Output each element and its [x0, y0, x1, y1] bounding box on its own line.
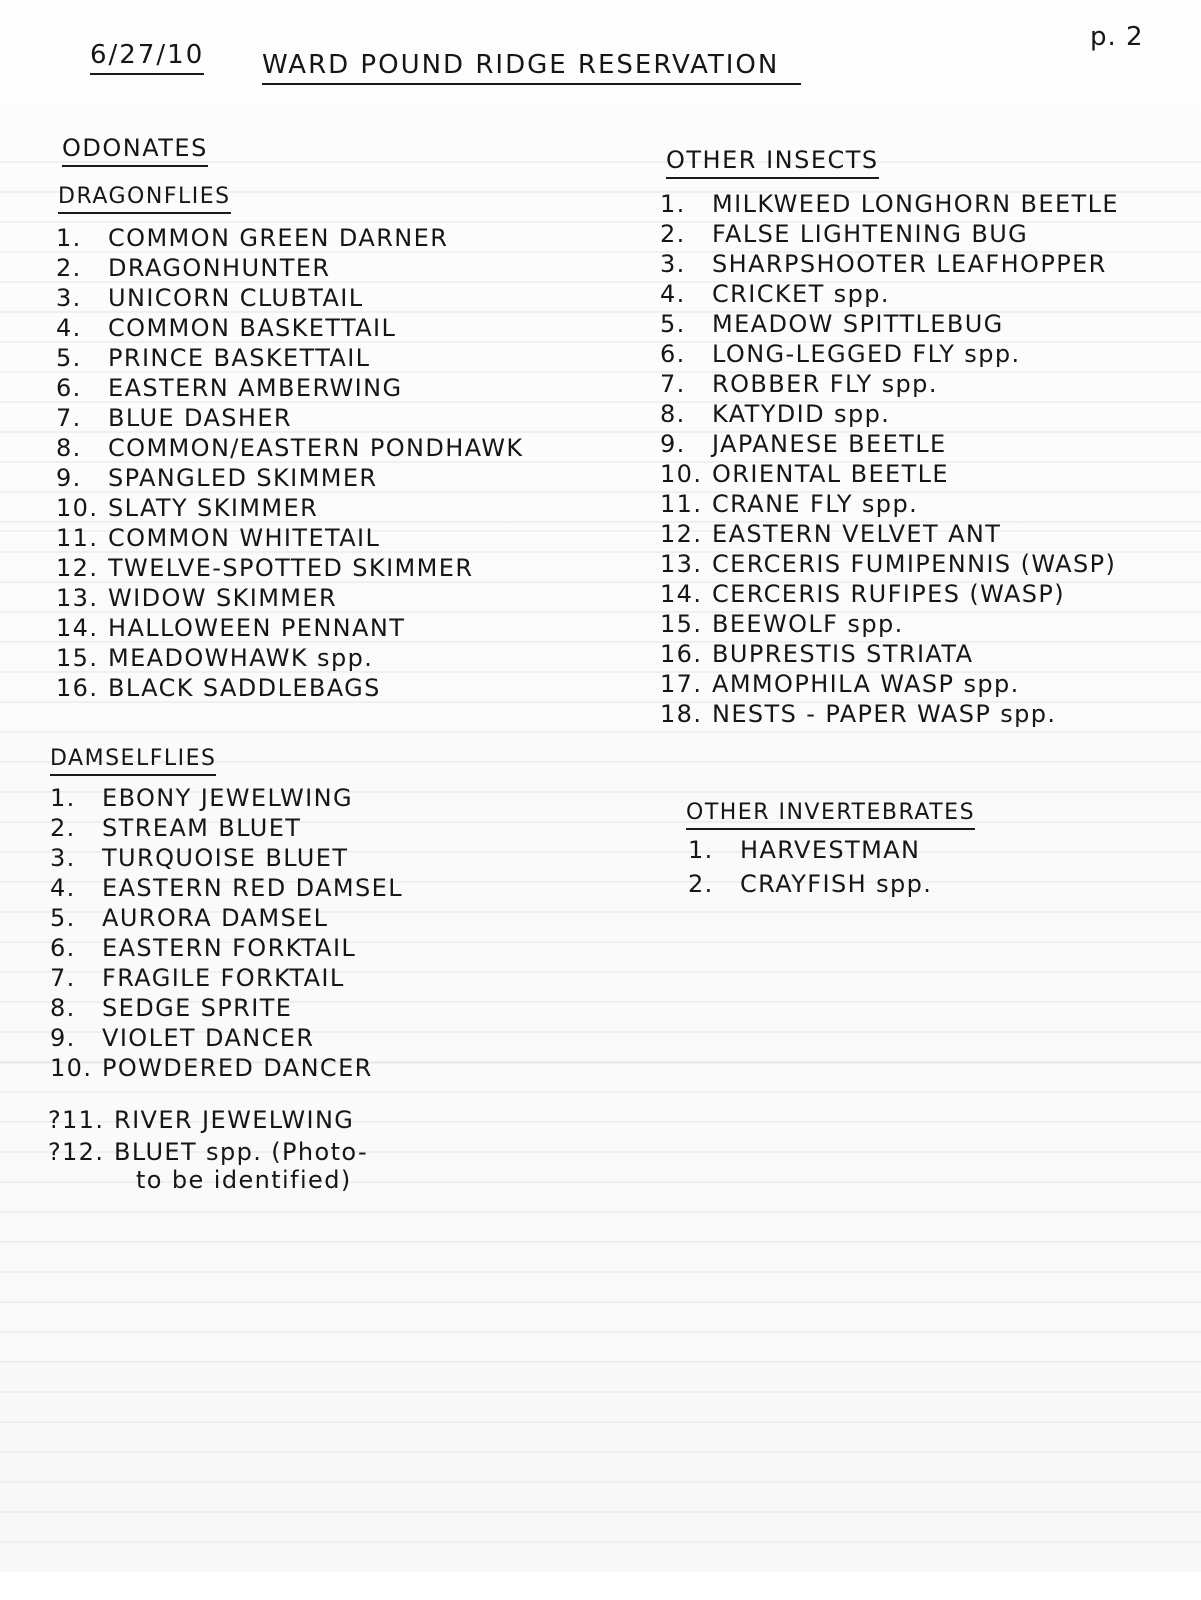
item-text [712, 190, 1119, 218]
item-text [108, 494, 318, 522]
list-item [56, 404, 524, 434]
header-title: WARD POUND RIDGE RESERVATION [262, 50, 801, 85]
uncertain-damselfly-list [48, 1106, 369, 1194]
item-text-line: POWDERED DANCER [102, 1054, 373, 1082]
item-text [114, 1106, 354, 1134]
list-item [50, 874, 403, 904]
item-text [740, 836, 920, 864]
list-item [660, 220, 1119, 250]
item-text-line: CERCERIS FUMIPENNIS (WASP) [712, 550, 1117, 578]
item-text [108, 254, 331, 282]
item-text [108, 224, 448, 252]
item-text-line: COMMON/EASTERN PONDHAWK [108, 434, 524, 462]
list-item [56, 344, 524, 374]
item-text [102, 904, 328, 932]
item-number: 15. [56, 644, 99, 672]
list-item [660, 520, 1119, 550]
item-text [108, 464, 378, 492]
item-text-line: HARVESTMAN [740, 836, 921, 864]
item-text-line: MILKWEED LONGHORN BEETLE [712, 190, 1119, 218]
list-item [660, 460, 1119, 490]
list-item [660, 190, 1119, 220]
item-text-line: BUPRESTIS STRIATA [712, 640, 974, 668]
item-number: 8. [50, 994, 76, 1022]
page-number: p. 2 [1090, 22, 1144, 52]
item-text-line: EBONY JEWELWING [102, 784, 354, 812]
list-item [50, 964, 403, 994]
item-text-line: STREAM BLUET [102, 814, 302, 842]
item-number: 6. [660, 340, 686, 368]
item-number: 10. [660, 460, 703, 488]
list-item [50, 904, 403, 934]
item-text [108, 524, 380, 552]
item-number: 6. [50, 934, 76, 962]
item-text-line: ROBBER FLY spp. [712, 370, 938, 398]
item-text-line: RIVER JEWELWING [114, 1106, 355, 1134]
list-item [50, 844, 403, 874]
item-text-continuation: to be identified) [136, 1166, 352, 1194]
item-number: 5. [660, 310, 686, 338]
item-number: 5. [56, 344, 82, 372]
list-item [688, 870, 932, 904]
item-number: 1. [660, 190, 686, 218]
item-text [108, 344, 370, 372]
item-text-line: FALSE LIGHTENING BUG [712, 220, 1029, 248]
list-item [660, 340, 1119, 370]
item-text [712, 700, 1056, 728]
list-item [660, 640, 1119, 670]
item-text-line: VIOLET DANCER [102, 1024, 315, 1052]
list-item [56, 254, 524, 284]
item-text-line: EASTERN VELVET ANT [712, 520, 1002, 548]
item-number: 14. [660, 580, 703, 608]
item-number: 8. [56, 434, 82, 462]
item-number: 10. [56, 494, 99, 522]
item-text-line: MEADOWHAWK spp. [108, 644, 374, 672]
item-number: 16. [660, 640, 703, 668]
list-item [660, 700, 1119, 730]
list-item [56, 494, 524, 524]
list-item [48, 1106, 368, 1138]
list-item [660, 610, 1119, 640]
item-text-line: SPANGLED SKIMMER [108, 464, 378, 492]
item-text-line: COMMON BASKETTAIL [108, 314, 397, 342]
other-invertebrates-heading: OTHER INVERTEBRATES [686, 800, 975, 830]
item-text [712, 670, 1020, 698]
item-number: 7. [50, 964, 76, 992]
item-text [712, 580, 1065, 608]
item-number: 1. [56, 224, 82, 252]
item-number: 6. [56, 374, 82, 402]
item-text-line: CRAYFISH spp. [740, 870, 933, 898]
other-insects-list [660, 190, 1119, 730]
item-number: 2. [56, 254, 82, 282]
item-text-line: BEEWOLF spp. [712, 610, 904, 638]
item-text-line: BLUE DASHER [108, 404, 292, 432]
list-item [48, 1138, 369, 1194]
list-item [660, 250, 1119, 280]
item-number: 10. [50, 1054, 93, 1082]
list-item [56, 434, 524, 464]
item-number: 16. [56, 674, 99, 702]
other-insects-heading: OTHER INSECTS [666, 146, 879, 179]
list-item [56, 224, 524, 254]
list-item [56, 554, 524, 584]
item-text [108, 644, 373, 672]
list-item [56, 464, 524, 494]
header-date: 6/27/10 [90, 40, 204, 75]
item-text [102, 1024, 314, 1052]
item-number: 2. [688, 870, 714, 898]
list-item [56, 614, 524, 644]
item-text-line: CRICKET spp. [712, 280, 890, 308]
item-text [114, 1138, 368, 1194]
damselflies-heading: DAMSELFLIES [50, 746, 216, 776]
item-number: 9. [56, 464, 82, 492]
item-text-line: EASTERN FORKTAIL [102, 934, 357, 962]
item-number: 4. [660, 280, 686, 308]
item-text [712, 430, 947, 458]
list-item [50, 784, 403, 814]
list-item [660, 310, 1119, 340]
item-text [102, 814, 301, 842]
item-number: 9. [50, 1024, 76, 1052]
dragonflies-heading: DRAGONFLIES [58, 184, 231, 214]
list-item [50, 934, 403, 964]
item-text [108, 314, 396, 342]
list-item [56, 644, 524, 674]
item-text-line: NESTS - PAPER WASP spp. [712, 700, 1057, 728]
item-number: 11. [660, 490, 703, 518]
list-item [660, 580, 1119, 610]
item-text-line: AMMOPHILA WASP spp. [712, 670, 1020, 698]
item-text [712, 640, 973, 668]
item-text-line: PRINCE BASKETTAIL [108, 344, 371, 372]
item-text-line: AURORA DAMSEL [102, 904, 329, 932]
item-number: 13. [56, 584, 99, 612]
item-text [712, 220, 1028, 248]
item-text-line: DRAGONHUNTER [108, 254, 331, 282]
item-text-line: TWELVE-SPOTTED SKIMMER [108, 554, 474, 582]
odonates-heading: ODONATES [62, 134, 208, 167]
uncertain-mark: ? [48, 1138, 63, 1166]
list-item [660, 400, 1119, 430]
item-text [712, 520, 1001, 548]
item-number: 4. [56, 314, 82, 342]
item-text [102, 964, 345, 992]
item-text [712, 310, 1004, 338]
item-number: 3. [56, 284, 82, 312]
item-text [712, 550, 1116, 578]
list-item [56, 314, 524, 344]
item-text-line: KATYDID spp. [712, 400, 891, 428]
item-number: 2. [660, 220, 686, 248]
item-number: 12. [660, 520, 703, 548]
list-item [660, 490, 1119, 520]
item-text-line: ORIENTAL BEETLE [712, 460, 949, 488]
item-text [108, 584, 337, 612]
list-item [660, 280, 1119, 310]
item-text [102, 934, 356, 962]
item-number: 13. [660, 550, 703, 578]
list-item [56, 674, 524, 704]
item-text-line: SEDGE SPRITE [102, 994, 293, 1022]
item-text-line: CRANE FLY spp. [712, 490, 919, 518]
item-number: 12. [56, 554, 99, 582]
item-text [712, 250, 1107, 278]
item-text [102, 994, 292, 1022]
item-text [712, 400, 890, 428]
item-text [712, 490, 918, 518]
item-number: 8. [660, 400, 686, 428]
item-text [102, 874, 403, 902]
list-item [50, 994, 403, 1024]
item-text [102, 844, 348, 872]
item-text-line: EASTERN AMBERWING [108, 374, 403, 402]
item-text [108, 404, 292, 432]
uncertain-mark: ? [48, 1106, 63, 1134]
item-text-line: MEADOW SPITTLEBUG [712, 310, 1004, 338]
item-number: 1. [688, 836, 714, 864]
list-item [56, 284, 524, 314]
item-text-line: LONG-LEGGED FLY spp. [712, 340, 1021, 368]
item-text-line: TURQUOISE BLUET [102, 844, 349, 872]
item-number: 2. [50, 814, 76, 842]
item-text [108, 284, 364, 312]
item-text [108, 374, 403, 402]
item-text-line: SLATY SKIMMER [108, 494, 319, 522]
list-item [660, 370, 1119, 400]
item-text-line: BLUET spp. (Photo- [114, 1138, 369, 1166]
list-item [50, 814, 403, 844]
item-text [712, 460, 949, 488]
item-number: 18. [660, 700, 703, 728]
list-item [50, 1024, 403, 1054]
list-item [56, 584, 524, 614]
item-text [108, 614, 405, 642]
dragonfly-list [56, 224, 524, 704]
list-item [660, 670, 1119, 700]
damselfly-list [50, 784, 403, 1084]
item-text-line: BLACK SADDLEBAGS [108, 674, 381, 702]
item-number: 3. [50, 844, 76, 872]
item-text [108, 554, 473, 582]
item-text [102, 1054, 373, 1082]
item-text-line: EASTERN RED DAMSEL [102, 874, 404, 902]
item-text [108, 674, 381, 702]
list-item [688, 836, 932, 870]
item-number: 14. [56, 614, 99, 642]
list-item [660, 550, 1119, 580]
item-text-line: FRAGILE FORKTAIL [102, 964, 345, 992]
item-number: 15. [660, 610, 703, 638]
item-text-line: COMMON WHITETAIL [108, 524, 381, 552]
list-item [660, 430, 1119, 460]
other-invertebrates-list [688, 836, 932, 904]
scan-margin [0, 1572, 1201, 1600]
item-text-line: UNICORN CLUBTAIL [108, 284, 364, 312]
item-text [712, 340, 1021, 368]
item-text-line: CERCERIS RUFIPES (WASP) [712, 580, 1066, 608]
item-number: 9. [660, 430, 686, 458]
item-number: 4. [50, 874, 76, 902]
item-number: 7. [660, 370, 686, 398]
item-number: 3. [660, 250, 686, 278]
item-text-line: WIDOW SKIMMER [108, 584, 338, 612]
list-item [56, 374, 524, 404]
item-text [712, 610, 904, 638]
item-text [108, 434, 524, 462]
item-text [740, 870, 932, 898]
item-text-line: SHARPSHOOTER LEAFHOPPER [712, 250, 1107, 278]
list-item [50, 1054, 403, 1084]
item-text [712, 280, 890, 308]
item-number: 7. [56, 404, 82, 432]
item-number: 5. [50, 904, 76, 932]
item-number: 12. [62, 1138, 105, 1166]
item-text [712, 370, 938, 398]
item-text-line: JAPANESE BEETLE [712, 430, 947, 458]
item-text-line: COMMON GREEN DARNER [108, 224, 449, 252]
item-number: 1. [50, 784, 76, 812]
item-number: 17. [660, 670, 703, 698]
item-number: 11. [62, 1106, 105, 1134]
item-number: 11. [56, 524, 99, 552]
list-item [56, 524, 524, 554]
item-text [102, 784, 353, 812]
item-text-line: HALLOWEEN PENNANT [108, 614, 406, 642]
